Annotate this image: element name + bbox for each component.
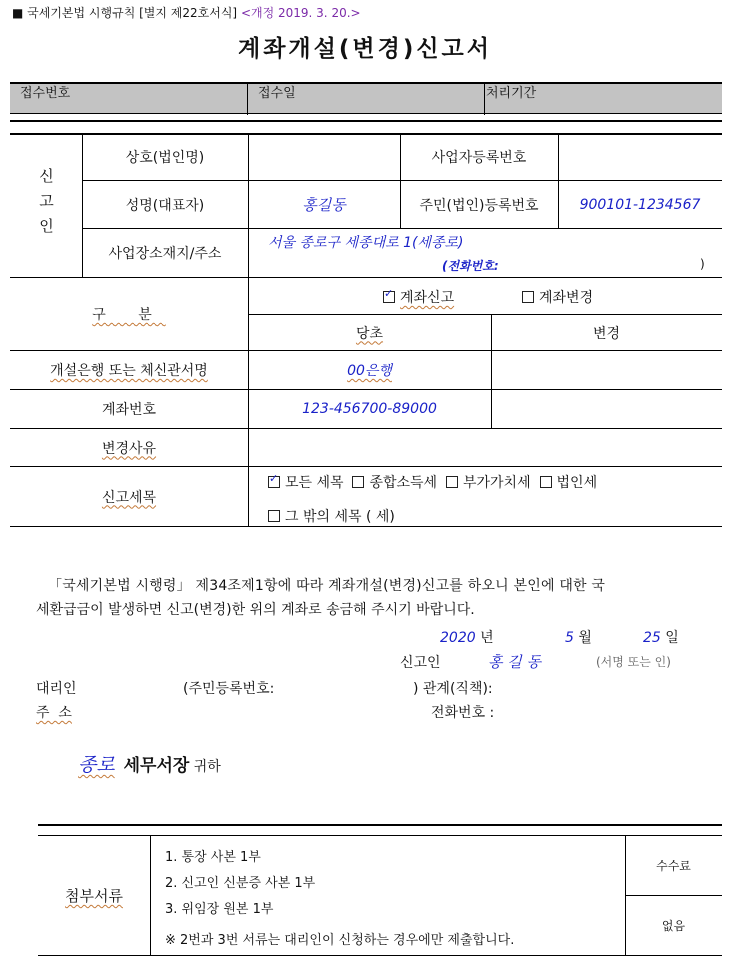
divider bbox=[484, 84, 485, 115]
month-unit: 월 bbox=[578, 630, 592, 646]
statement-line-1: 「국세기본법 시행령」 제34조제1항에 따라 계좌개설(변경)신고를 하오니 본인에 대한 국 bbox=[48, 578, 606, 594]
tax-option-income[interactable] bbox=[352, 475, 437, 491]
reporter-section-text: 신고인 bbox=[37, 168, 55, 243]
attachment-item: 2. 신고인 신분증 사본 1부 bbox=[165, 876, 316, 891]
checkbox-icon[interactable] bbox=[522, 291, 534, 303]
attachment-item: 1. 통장 사본 1부 bbox=[165, 850, 261, 865]
account-number-field[interactable]: 123-456700-89000 bbox=[302, 401, 437, 417]
phone-label: (전화번호: bbox=[442, 259, 499, 273]
tax-option-vat[interactable] bbox=[446, 475, 531, 491]
tax-option-all[interactable] bbox=[268, 475, 344, 491]
attachments-label-text: 첨부서류 bbox=[65, 887, 123, 905]
date-line bbox=[440, 627, 494, 647]
fee-label: 수수료 bbox=[656, 859, 691, 873]
table-top-border bbox=[10, 120, 722, 122]
month-value[interactable]: 5 bbox=[565, 630, 574, 646]
page-title: 계좌개설(변경)신고서 bbox=[238, 36, 492, 62]
address-field[interactable]: 서울 종로구 세종대로 1(세종로) bbox=[268, 235, 464, 251]
checkbox-icon[interactable] bbox=[352, 476, 364, 488]
option-change-label: 계좌변경 bbox=[539, 290, 594, 306]
attachment-note: ※ 2번과 3번 서류는 대리인이 신청하는 경우에만 제출합니다. bbox=[165, 933, 515, 948]
agent-id-label: (주민등록번호: bbox=[183, 681, 275, 697]
checkbox-icon[interactable] bbox=[540, 476, 552, 488]
receipt-date-label: 접수일 bbox=[258, 86, 296, 101]
reason-label-text: 변경사유 bbox=[101, 440, 157, 457]
bank-label bbox=[10, 351, 248, 389]
attach-top-border bbox=[38, 824, 722, 826]
form-header bbox=[12, 4, 361, 21]
col-changed: 변경 bbox=[592, 325, 621, 342]
statement-line-2: 세환급금이 발생하면 신고(변경)한 위의 계좌로 송금해 주시기 바랍니다. bbox=[36, 602, 475, 618]
year-unit: 년 bbox=[480, 630, 494, 646]
resident-reg-field[interactable]: 900101-1234567 bbox=[579, 196, 701, 213]
address-label: 사업장소재지/주소 bbox=[108, 246, 222, 262]
resident-reg-label: 주민(법인)등록번호 bbox=[419, 197, 539, 214]
tax-label-text: 신고세목 bbox=[101, 489, 157, 506]
trade-name-field[interactable] bbox=[248, 134, 400, 180]
signer-name[interactable]: 홍 길 동 bbox=[488, 653, 542, 671]
reason-label bbox=[10, 429, 248, 466]
day-value[interactable]: 25 bbox=[643, 630, 661, 646]
attachment-item: 3. 위임장 원본 1부 bbox=[165, 902, 274, 917]
office-title: 세무서장 bbox=[123, 756, 190, 776]
option-change[interactable] bbox=[522, 287, 593, 307]
bank-value: 00은행 bbox=[347, 363, 392, 379]
tax-option-label: 모든 세목 bbox=[285, 475, 344, 491]
option-open[interactable] bbox=[383, 287, 454, 307]
category-label bbox=[10, 278, 248, 350]
bank-field[interactable] bbox=[248, 351, 491, 389]
option-open-label: 계좌신고 bbox=[400, 290, 455, 306]
receipt-number-label: 접수번호 bbox=[20, 86, 71, 101]
agent-relation-label: ) 관계(직책): bbox=[413, 681, 493, 697]
attachments-label bbox=[38, 836, 150, 955]
divider bbox=[247, 84, 248, 115]
tax-option-label: 법인세 bbox=[556, 475, 598, 491]
trade-name-label: 상호(법인명) bbox=[125, 150, 205, 166]
agent-address-text: 주 소 bbox=[36, 705, 72, 721]
office-line bbox=[78, 750, 221, 777]
checkbox-checked-icon[interactable] bbox=[268, 476, 280, 488]
bank-changed-field[interactable] bbox=[491, 351, 722, 389]
checkbox-checked-icon[interactable] bbox=[383, 291, 395, 303]
year-value[interactable]: 2020 bbox=[440, 630, 476, 646]
day-unit: 일 bbox=[665, 630, 679, 646]
revision-date: <개정 2019. 3. 20.> bbox=[240, 6, 361, 20]
law-reference: ■ 국세기본법 시행규칙 [별지 제22호서식] bbox=[12, 6, 238, 20]
category-text: 구 분 bbox=[92, 307, 166, 323]
attach-bottom-border bbox=[38, 955, 722, 956]
tax-label bbox=[10, 467, 248, 526]
name-label: 성명(대표자) bbox=[125, 197, 205, 214]
name-field[interactable]: 홍길동 bbox=[302, 196, 346, 214]
table-bottom-border bbox=[10, 526, 722, 527]
sign-note: (서명 또는 인) bbox=[596, 655, 671, 669]
fee-value: 없음 bbox=[661, 919, 686, 933]
account-number-changed-field[interactable] bbox=[491, 390, 722, 428]
agent-address-label bbox=[36, 702, 72, 722]
receipt-bar bbox=[10, 82, 722, 114]
reporter-section-label bbox=[10, 134, 82, 277]
bank-label-text: 개설은행 또는 체신관서명 bbox=[50, 363, 208, 379]
agent-phone-label: 전화번호 : bbox=[431, 705, 495, 721]
col-original-text: 당초 bbox=[355, 325, 384, 342]
business-reg-label: 사업자등록번호 bbox=[431, 150, 527, 166]
agent-label: 대리인 bbox=[36, 681, 77, 697]
checkbox-icon[interactable] bbox=[268, 510, 280, 522]
month-field bbox=[565, 627, 592, 647]
account-number-label: 계좌번호 bbox=[101, 402, 157, 418]
tax-option-label: 종합소득세 bbox=[369, 475, 438, 491]
tax-options bbox=[268, 472, 597, 492]
tax-option-corporate[interactable] bbox=[540, 475, 598, 491]
business-reg-field[interactable] bbox=[558, 134, 722, 180]
office-suffix: 귀하 bbox=[193, 759, 221, 775]
day-field bbox=[643, 627, 679, 647]
col-line bbox=[150, 835, 151, 955]
checkbox-icon[interactable] bbox=[446, 476, 458, 488]
reason-field[interactable] bbox=[248, 429, 722, 466]
tax-option-other[interactable] bbox=[268, 506, 395, 526]
tax-other-label: 그 밖의 세목 ( 세) bbox=[285, 509, 395, 525]
office-name[interactable]: 종로 bbox=[78, 754, 115, 776]
col-original bbox=[248, 315, 491, 350]
tax-option-label: 부가가치세 bbox=[462, 475, 531, 491]
signer-label: 신고인 bbox=[400, 655, 441, 671]
phone-close: ) bbox=[700, 257, 705, 271]
processing-period-label: 처리기간 bbox=[486, 86, 537, 101]
